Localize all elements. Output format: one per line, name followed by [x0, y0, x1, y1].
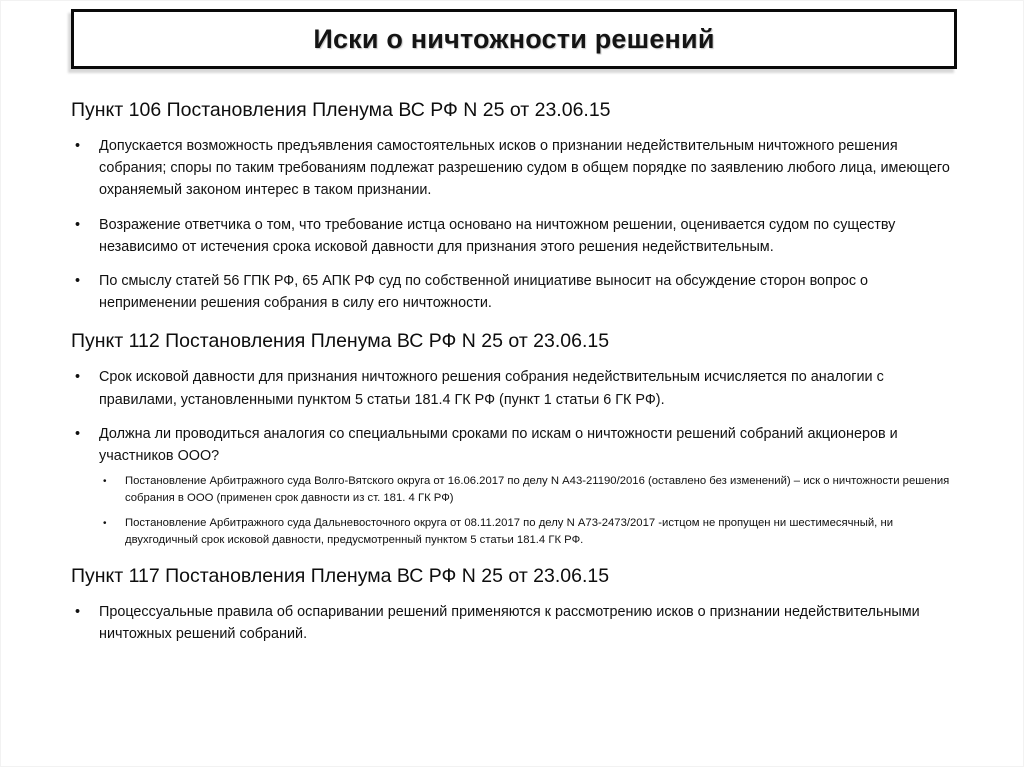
bullet-marker-icon: • — [75, 273, 81, 290]
bullet-marker-icon: • — [75, 425, 81, 442]
bullet-text: Должна ли проводиться аналогия со специальными сроками по искам о ничтожности решений собраний акционеров и участников ООО? — [99, 425, 898, 465]
bullet-list-106 — [71, 135, 961, 314]
bullet-text: Возражение ответчика о том, что требование истца основано на ничтожном решении, оценивается судом по существу независимо от истечения срока исковой давности для признания этого решения недействительным. — [99, 216, 896, 255]
list-item — [99, 515, 961, 549]
bullet-text: Процессуальные правила об оспаривании решений применяются к рассмотрению исков о признании недействительными ничтожных решений собраний. — [99, 604, 920, 643]
bullet-marker-icon: • — [103, 476, 107, 488]
list-item — [71, 366, 961, 410]
section-heading-112: Пункт 112 Постановления Пленума ВС РФ N 25 от 23.06.15 — [71, 330, 610, 353]
bullet-marker-icon: • — [75, 138, 81, 154]
bullet-marker-icon: • — [75, 369, 81, 386]
page-title: Иски о ничтожности решений — [313, 23, 715, 54]
section-112 — [71, 328, 961, 549]
bullet-text: По смыслу статей 56 ГПК РФ, 65 АПК РФ суд по собственной инициативе выносит на обсуждение сторон вопрос о неприменении решения собрания в силу его ничтожности. — [99, 273, 869, 312]
list-item — [71, 214, 961, 258]
sub-bullet-text: Постановление Арбитражного суда Дальневосточного округа от 08.11.2017 по делу N А73-2473/2017 -истцом не пропущен ни шестимесячный, ни двухгодичный срок исковой давности, предусмотренный пунктом 5 статьи 181.4 ГК РФ. — [125, 516, 894, 546]
bullet-marker-icon: • — [75, 604, 81, 621]
list-item — [99, 473, 961, 507]
section-117 — [71, 563, 961, 645]
section-106 — [71, 97, 961, 314]
list-item — [71, 601, 961, 645]
bullet-marker-icon: • — [103, 517, 107, 529]
sub-bullet-list-112 — [71, 473, 961, 549]
section-heading-106: Пункт 106 Постановления Пленума ВС РФ N 25 от 23.06.15 — [71, 99, 611, 121]
slide-title-frame — [71, 9, 957, 69]
title-box — [71, 9, 957, 69]
bullet-marker-icon: • — [75, 216, 81, 233]
bullet-text: Допускается возможность предъявления самостоятельных исков о признании недействительным ничтожного решения собрания; споры по таким требованиям подлежат разрешению судом в общем порядке по заявлению любого лица, имеющего охраняемый законом интерес в таком признании. — [99, 138, 950, 199]
sub-bullet-text: Постановление Арбитражного суда Волго-Вятского округа от 16.06.2017 по делу N А43-21190/2016 (оставлено без изменений) – иск о ничтожности решения собрания в ООО (применен срок давности из ст. 181. 4 ГК РФ) — [125, 475, 950, 505]
slide-body — [71, 97, 961, 645]
bullet-list-112 — [71, 366, 961, 467]
list-item — [71, 423, 961, 467]
list-item — [71, 270, 961, 314]
section-heading-117: Пункт 117 Постановления Пленума ВС РФ N 25 от 23.06.15 — [71, 565, 610, 588]
list-item — [71, 135, 961, 202]
bullet-list-117 — [71, 601, 961, 645]
bullet-text: Срок исковой давности для признания ничтожного решения собрания недействительным исчисляется по аналогии с правилами, установленными пунктом 5 статьи 181.4 ГК РФ (пункт 1 статьи 6 ГК РФ). — [99, 369, 884, 408]
